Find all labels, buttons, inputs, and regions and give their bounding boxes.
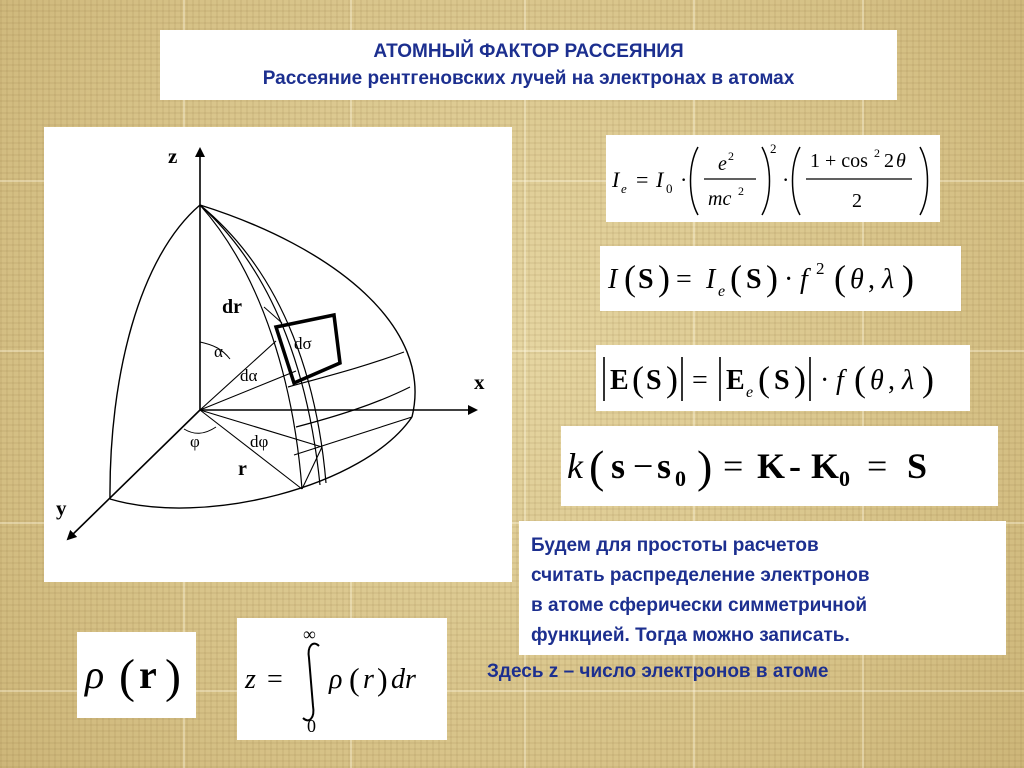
slide-subtitle: Рассеяние рентгеновских лучей на электронах в атомах — [262, 68, 795, 89]
phi-arc — [184, 427, 216, 433]
formula-rho-svg — [77, 632, 196, 718]
explanation-line: в атоме сферически симметричной — [531, 595, 868, 616]
radius-line — [200, 341, 276, 410]
svg-text:I: I — [656, 167, 664, 192]
explanation-box — [519, 521, 1006, 655]
svg-text:K: K — [811, 446, 840, 486]
svg-text:=: = — [723, 446, 744, 486]
svg-text:f: f — [836, 365, 844, 396]
latitude-arc — [296, 387, 410, 427]
formula-electron-intensity — [606, 135, 940, 222]
formula-integral-svg — [237, 618, 447, 740]
svg-text:0: 0 — [839, 466, 850, 491]
svg-text:(: ( — [854, 359, 866, 399]
explanation-line: считать распределение электронов — [531, 565, 870, 586]
svg-text:S: S — [907, 446, 928, 486]
svg-text:,: , — [868, 264, 875, 295]
slide-title: АТОМНЫЙ ФАКТОР РАССЕЯНИЯ — [373, 41, 684, 62]
label-dphi: dφ — [250, 432, 269, 451]
svg-text:θ: θ — [870, 365, 884, 396]
svg-text:E: E — [726, 365, 745, 396]
label-alpha: α — [214, 342, 223, 361]
svg-text:2: 2 — [770, 141, 777, 156]
svg-text:=: = — [267, 664, 283, 695]
svg-text:e: e — [718, 153, 727, 175]
formula-1-svg — [606, 135, 940, 222]
svg-text:s: s — [657, 446, 672, 486]
svg-text:(: ( — [730, 258, 742, 298]
svg-text:E: E — [610, 365, 629, 396]
svg-text:r: r — [139, 652, 157, 697]
svg-text:−: − — [633, 446, 654, 486]
formula-3-svg — [596, 345, 970, 411]
svg-text:): ) — [766, 258, 778, 298]
svg-text:): ) — [165, 650, 181, 703]
svg-text:): ) — [902, 258, 914, 298]
svg-text:2: 2 — [728, 149, 734, 163]
label-dsigma: dσ — [294, 334, 312, 353]
svg-text:I: I — [706, 264, 716, 295]
svg-text:e: e — [621, 181, 627, 196]
svg-text:·: · — [784, 264, 794, 295]
svg-text:=: = — [867, 446, 888, 486]
svg-text:): ) — [922, 359, 934, 399]
label-phi: φ — [190, 432, 200, 451]
svg-text:·: · — [782, 167, 790, 192]
diagram-svg — [44, 127, 512, 582]
svg-text:(: ( — [834, 258, 846, 298]
label-dalpha: dα — [240, 366, 258, 385]
svg-text:): ) — [658, 258, 670, 298]
svg-text:K: K — [757, 446, 786, 486]
formula-4-svg — [561, 426, 998, 506]
svg-text:2: 2 — [884, 150, 894, 172]
svg-text:2: 2 — [738, 184, 744, 198]
formula-scattering-vector — [561, 426, 998, 506]
projection-line — [302, 447, 322, 489]
formula-amplitude — [596, 345, 970, 411]
svg-text:(: ( — [624, 258, 636, 298]
spherical-coordinates-diagram — [44, 127, 512, 582]
svg-text:I: I — [612, 167, 620, 192]
svg-text:·: · — [820, 365, 830, 396]
svg-text:z: z — [245, 664, 256, 695]
label-x: x — [474, 370, 485, 394]
svg-text:2: 2 — [852, 190, 862, 212]
label-dr: dr — [222, 296, 242, 318]
svg-text:(: ( — [349, 661, 360, 697]
svg-text:·: · — [680, 167, 688, 192]
svg-text:S: S — [646, 365, 662, 396]
integral-lower-limit: 0 — [307, 716, 316, 736]
svg-text:mc: mc — [708, 188, 732, 210]
svg-text:1 + cos: 1 + cos — [810, 150, 868, 172]
explanation-line: Будем для простоты расчетов — [531, 535, 819, 556]
svg-text:s: s — [611, 446, 626, 486]
slide-title-box — [160, 30, 897, 100]
svg-text:S: S — [774, 365, 790, 396]
svg-text:2: 2 — [874, 146, 880, 160]
integral-upper-limit: ∞ — [303, 624, 316, 644]
y-axis — [68, 410, 200, 539]
label-y: y — [56, 496, 67, 520]
svg-text:e: e — [718, 283, 726, 300]
sphere-equator — [110, 417, 412, 508]
svg-text:-: - — [789, 446, 801, 486]
svg-text:r: r — [363, 664, 374, 695]
label-z: z — [168, 144, 178, 168]
svg-text:,: , — [888, 365, 895, 396]
explanation-line: функцией. Тогда можно записать. — [531, 625, 850, 646]
svg-text:θ: θ — [850, 264, 864, 295]
svg-text:f: f — [800, 264, 808, 295]
formula-density — [77, 632, 196, 718]
svg-text:0: 0 — [675, 466, 686, 491]
svg-text:S: S — [746, 264, 762, 295]
svg-text:=: = — [636, 167, 649, 192]
svg-text:): ) — [377, 661, 388, 697]
svg-text:e: e — [746, 384, 754, 401]
svg-text:0: 0 — [666, 181, 673, 196]
svg-text:=: = — [692, 365, 708, 396]
svg-text:ρ: ρ — [329, 664, 343, 695]
svg-text:ρ: ρ — [85, 652, 105, 697]
svg-text:θ: θ — [896, 150, 906, 172]
svg-text:(: ( — [758, 359, 770, 399]
svg-text:S: S — [638, 264, 654, 295]
svg-text:): ) — [666, 359, 678, 399]
svg-text:k: k — [567, 446, 583, 486]
svg-text:=: = — [676, 264, 692, 295]
formula-electron-count — [237, 618, 447, 740]
svg-text:): ) — [697, 441, 713, 492]
svg-text:λ: λ — [902, 365, 915, 396]
svg-text:(: ( — [119, 650, 135, 703]
svg-text:dr: dr — [391, 664, 416, 695]
formula-intensity — [600, 246, 961, 311]
svg-text:λ: λ — [882, 264, 895, 295]
svg-text:I: I — [608, 264, 618, 295]
electron-count-note: Здесь z – число электронов в атоме — [487, 661, 829, 682]
svg-text:(: ( — [589, 441, 605, 492]
svg-text:2: 2 — [816, 259, 825, 278]
svg-text:): ) — [794, 359, 806, 399]
svg-text:(: ( — [632, 359, 644, 399]
formula-2-svg — [600, 246, 961, 311]
label-r: r — [238, 458, 247, 480]
